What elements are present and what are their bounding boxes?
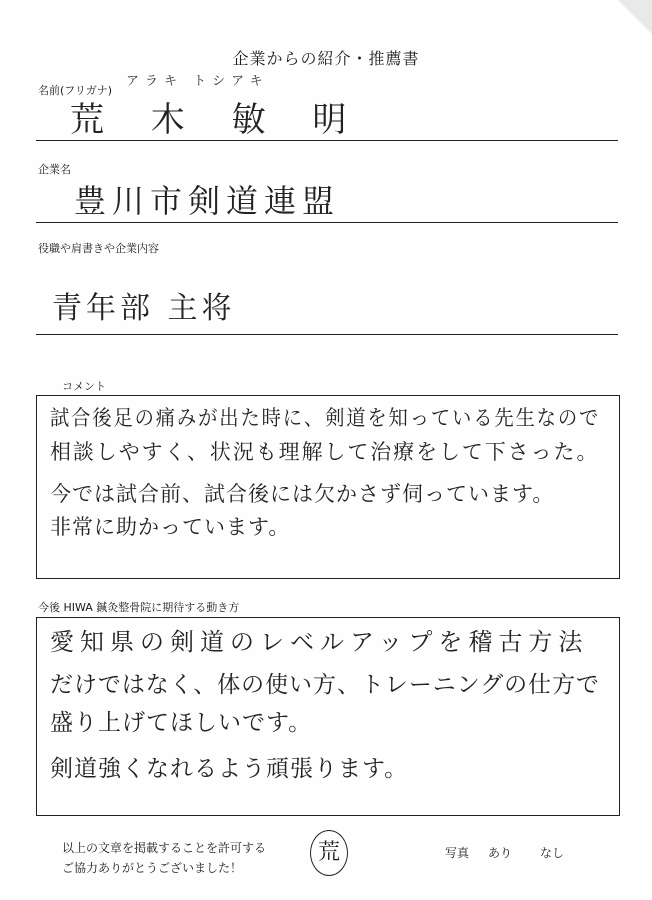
company-value: 豊川市剣道連盟 — [74, 182, 341, 220]
expectation-line: 愛知県の剣道のレベルアップを稽古方法 — [50, 628, 589, 656]
name-label: 名前(フリガナ) — [38, 84, 113, 97]
expectation-line: 剣道強くなれるよう頑張ります。 — [50, 756, 409, 782]
thanks-line: ご協力ありがとうございました！ — [62, 861, 243, 875]
position-underline — [36, 334, 618, 335]
comment-label: コメント — [62, 380, 106, 393]
expectation-label: 今後 HIWA 鍼灸整骨院に期待する動き方 — [38, 601, 240, 614]
expectation-line: だけではなく、体の使い方、トレーニングの仕方で — [50, 672, 600, 698]
photo-yes-option[interactable]: あり — [488, 846, 513, 860]
comment-line: 非常に助かっています。 — [50, 515, 291, 539]
comment-line: 試合後足の痛みが出た時に、剣道を知っている先生なので — [50, 406, 601, 430]
expectation-line: 盛り上げてほしいです。 — [50, 710, 313, 736]
photo-no-option[interactable]: なし — [540, 846, 565, 860]
position-value: 青年部 主将 — [52, 291, 236, 326]
consent-text — [62, 838, 266, 878]
consent-line: 以上の文章を掲載することを許可する — [62, 841, 267, 855]
comment-line: 今では試合前、試合後には欠かさず伺っています。 — [50, 482, 555, 506]
photo-label: 写真 — [445, 846, 470, 860]
form-title: 企業からの紹介・推薦書 — [232, 49, 420, 68]
name-underline — [36, 140, 618, 141]
comment-line: 相談しやすく、状況も理解して治療をして下さった。 — [50, 440, 600, 464]
name-furigana: アラキ トシアキ — [126, 74, 269, 89]
company-underline — [36, 222, 618, 223]
seal-stamp: 荒 — [310, 830, 348, 876]
position-label: 役職や肩書きや企業内容 — [38, 242, 159, 255]
company-label: 企業名 — [38, 163, 71, 176]
name-value: 荒 木 敏 明 — [70, 100, 365, 140]
page-corner-fold — [618, 0, 652, 34]
